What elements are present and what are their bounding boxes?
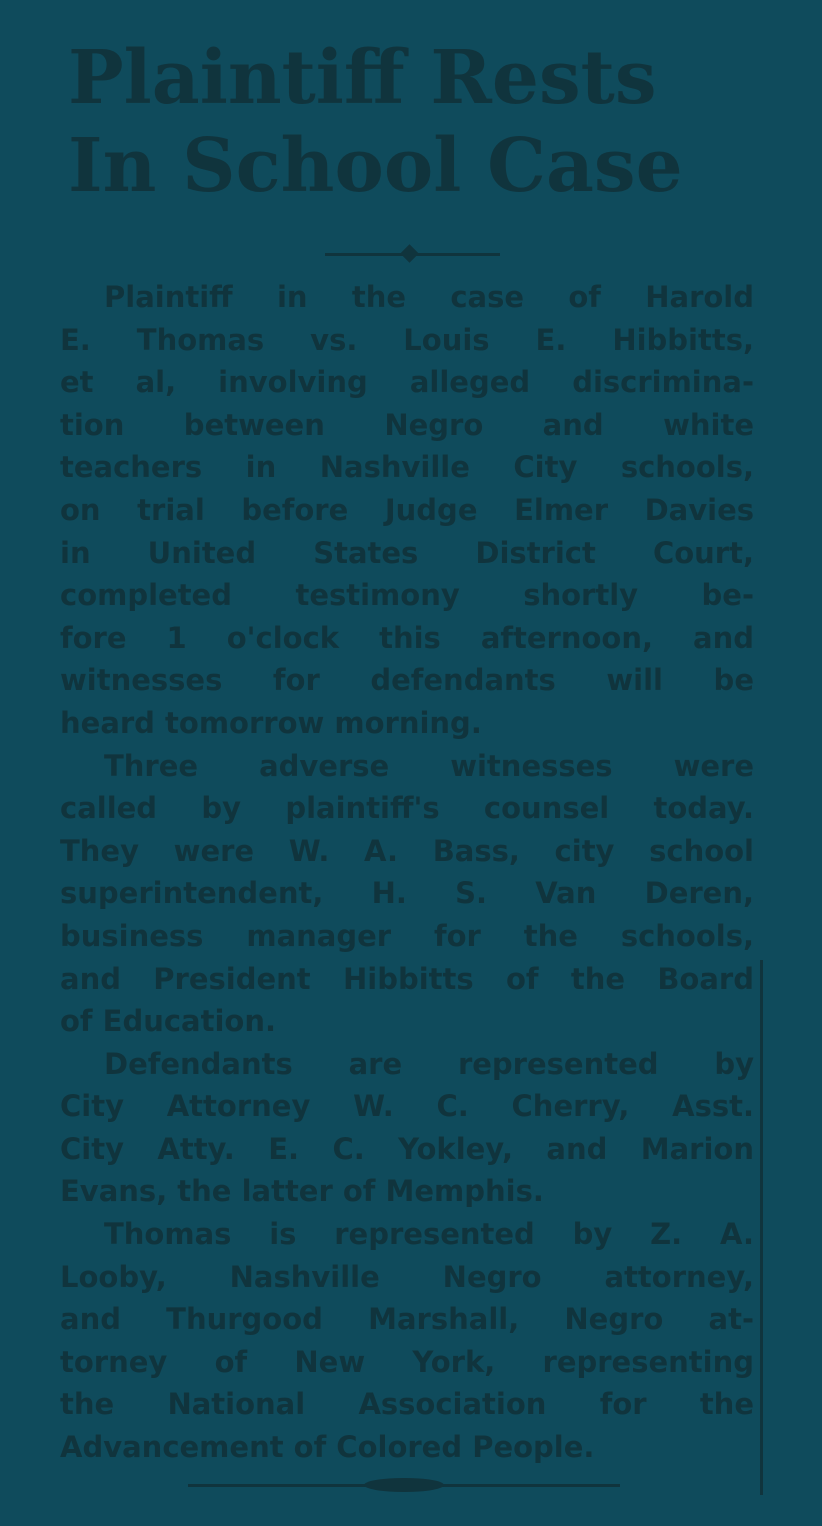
text-line: teachers in Nashville City schools, [60,450,754,485]
text-line: called by plaintiff's counsel today. [60,791,754,826]
text-line: heard tomorrow morning. [60,705,482,740]
headline [68,34,683,210]
text-line: Defendants are represented by [104,1046,754,1081]
text-line: superintendent, H. S. Van Deren, [60,876,754,911]
text-line: witnesses for defendants will be [60,663,754,698]
column-rule [760,960,763,1495]
end-rule-swell [364,1478,444,1492]
headline-divider-ornament [325,244,500,264]
text-line: on trial before Judge Elmer Davies [60,492,754,527]
text-line: Plaintiff in the case of Harold [104,280,754,314]
text-line: the National Association for the [60,1387,754,1422]
paragraph-3 [60,1043,754,1213]
headline-line-2: In School Case [68,123,683,209]
text-line: Three adverse witnesses were [104,748,754,783]
paragraph-1 [60,276,754,745]
text-line: business manager for the schools, [60,918,754,953]
text-line: et al, involving alleged discrimina- [60,365,754,400]
text-line: torney of New York, representing [60,1344,754,1379]
headline-line-1: Plaintiff Rests [68,35,657,121]
text-line: and President Hibbitts of the Board [60,961,754,996]
text-line: and Thurgood Marshall, Negro at- [60,1302,754,1337]
article-body [60,276,754,1469]
text-line: City Attorney W. C. Cherry, Asst. [60,1089,754,1124]
text-line: E. Thomas vs. Louis E. Hibbitts, [60,322,754,357]
text-line: They were W. A. Bass, city school [60,833,754,868]
paragraph-4 [60,1213,754,1469]
text-line: completed testimony shortly be- [60,578,754,613]
end-of-article-rule [188,1472,620,1496]
text-line: fore 1 o'clock this afternoon, and [60,620,754,655]
paragraph-2 [60,745,754,1043]
text-line: Advancement of Colored People. [60,1430,595,1465]
text-line: City Atty. E. C. Yokley, and Marion [60,1131,754,1166]
text-line: Evans, the latter of Memphis. [60,1174,544,1209]
diamond-icon [400,244,418,262]
text-line: of Education. [60,1004,276,1039]
text-line: in United States District Court, [60,535,754,570]
text-line: Thomas is represented by Z. A. [104,1217,754,1252]
text-line: Looby, Nashville Negro attorney, [60,1259,754,1294]
text-line: tion between Negro and white [60,407,754,442]
